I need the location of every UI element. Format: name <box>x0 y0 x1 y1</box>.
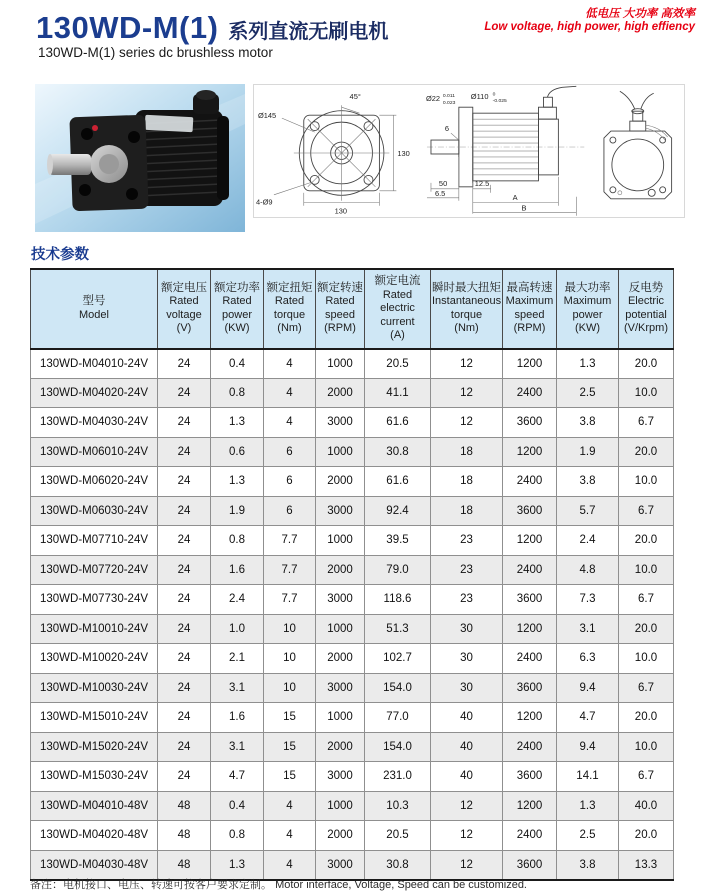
rear-view-drawing <box>590 85 684 217</box>
table-row <box>31 349 674 379</box>
value-cell: 24 <box>158 732 211 762</box>
value-cell: 20.5 <box>365 349 431 379</box>
value-cell: 1000 <box>316 791 365 821</box>
column-header: 额定电流 Rated electric current (A) <box>365 269 431 349</box>
value-cell: 15 <box>264 732 316 762</box>
value-cell: 5.7 <box>557 496 619 526</box>
column-header: 最大功率 Maximum power (KW) <box>557 269 619 349</box>
table-row <box>31 614 674 644</box>
tagline-zh: 低电压 大功率 高效率 <box>585 8 695 20</box>
dim-label-holes: 4-Ø9 <box>255 197 273 207</box>
value-cell: 3000 <box>316 408 365 438</box>
dim-length-b: B <box>521 203 527 213</box>
value-cell: 2.1 <box>211 644 264 674</box>
technical-drawings-panel <box>253 84 685 218</box>
value-cell: 1200 <box>503 614 557 644</box>
value-cell: 154.0 <box>365 732 431 762</box>
value-cell: 9.4 <box>557 673 619 703</box>
section-title-tech-specs: 技术参数 <box>31 247 89 263</box>
table-row <box>31 703 674 733</box>
value-cell: 30 <box>431 673 503 703</box>
value-cell: 24 <box>158 526 211 556</box>
model-cell: 130WD-M15020-24V <box>31 732 158 762</box>
value-cell: 15 <box>264 703 316 733</box>
value-cell: 1.9 <box>211 496 264 526</box>
value-cell: 3600 <box>503 673 557 703</box>
tagline <box>484 5 695 33</box>
value-cell: 2400 <box>503 732 557 762</box>
value-cell: 61.6 <box>365 467 431 497</box>
value-cell: 1000 <box>316 703 365 733</box>
value-cell: 13.3 <box>619 850 674 880</box>
spec-table <box>30 268 674 881</box>
column-header: 额定功率 Rated power (KW) <box>211 269 264 349</box>
value-cell: 3.1 <box>211 673 264 703</box>
value-cell: 1.3 <box>557 349 619 379</box>
value-cell: 24 <box>158 496 211 526</box>
value-cell: 3.8 <box>557 467 619 497</box>
value-cell: 0.4 <box>211 791 264 821</box>
value-cell: 3.8 <box>557 408 619 438</box>
model-cell: 130WD-M10020-24V <box>31 644 158 674</box>
value-cell: 18 <box>431 496 503 526</box>
value-cell: 2400 <box>503 378 557 408</box>
value-cell: 20.0 <box>619 526 674 556</box>
model-cell: 130WD-M04030-48V <box>31 850 158 880</box>
value-cell: 1200 <box>503 703 557 733</box>
value-cell: 23 <box>431 555 503 585</box>
value-cell: 2.4 <box>211 585 264 615</box>
value-cell: 4 <box>264 821 316 851</box>
column-header: 型号 Model <box>31 269 158 349</box>
value-cell: 24 <box>158 703 211 733</box>
table-row <box>31 496 674 526</box>
value-cell: 18 <box>431 437 503 467</box>
value-cell: 24 <box>158 467 211 497</box>
value-cell: 2400 <box>503 555 557 585</box>
dim-shaft-length: 50 <box>439 178 448 188</box>
model-cell: 130WD-M04020-24V <box>31 378 158 408</box>
dim-label-diameter: Ø145 <box>257 111 277 121</box>
dim-shaft-tol-lower: 0.023 <box>443 101 456 107</box>
value-cell: 6 <box>264 496 316 526</box>
dim-length-a: A <box>512 192 518 202</box>
value-cell: 23 <box>431 526 503 556</box>
model-cell: 130WD-M10010-24V <box>31 614 158 644</box>
value-cell: 39.5 <box>365 526 431 556</box>
value-cell: 24 <box>158 378 211 408</box>
value-cell: 7.7 <box>264 555 316 585</box>
value-cell: 0.6 <box>211 437 264 467</box>
table-row <box>31 644 674 674</box>
spec-table-container <box>30 268 673 881</box>
value-cell: 2000 <box>316 732 365 762</box>
value-cell: 1.0 <box>211 614 264 644</box>
tagline-en: Low voltage, high power, high effiency <box>484 21 695 33</box>
value-cell: 7.3 <box>557 585 619 615</box>
value-cell: 4.7 <box>557 703 619 733</box>
value-cell: 3.1 <box>211 732 264 762</box>
series-code: 130WD-M(1) <box>36 10 219 45</box>
value-cell: 12 <box>431 791 503 821</box>
table-row <box>31 791 674 821</box>
table-row <box>31 762 674 792</box>
value-cell: 10 <box>264 644 316 674</box>
value-cell: 1200 <box>503 437 557 467</box>
table-row <box>31 732 674 762</box>
table-row <box>31 526 674 556</box>
value-cell: 9.4 <box>557 732 619 762</box>
value-cell: 24 <box>158 408 211 438</box>
table-row <box>31 555 674 585</box>
value-cell: 1000 <box>316 526 365 556</box>
table-row <box>31 437 674 467</box>
column-header: 额定扭矩 Rated torque (Nm) <box>264 269 316 349</box>
value-cell: 7.7 <box>264 585 316 615</box>
page-title <box>36 10 388 46</box>
value-cell: 92.4 <box>365 496 431 526</box>
value-cell: 30 <box>431 644 503 674</box>
value-cell: 6.7 <box>619 408 674 438</box>
value-cell: 6.7 <box>619 496 674 526</box>
value-cell: 10.0 <box>619 732 674 762</box>
model-cell: 130WD-M15030-24V <box>31 762 158 792</box>
value-cell: 30 <box>431 614 503 644</box>
model-cell: 130WD-M07730-24V <box>31 585 158 615</box>
value-cell: 4.8 <box>557 555 619 585</box>
value-cell: 1200 <box>503 791 557 821</box>
dim-shaft-diameter: Ø22 <box>426 94 441 104</box>
value-cell: 2000 <box>316 821 365 851</box>
value-cell: 4 <box>264 349 316 379</box>
value-cell: 51.3 <box>365 614 431 644</box>
value-cell: 77.0 <box>365 703 431 733</box>
value-cell: 7.7 <box>264 526 316 556</box>
column-header: 额定转速 Rated speed (RPM) <box>316 269 365 349</box>
value-cell: 0.8 <box>211 378 264 408</box>
value-cell: 6 <box>264 467 316 497</box>
dim-pilot-tol-upper: 0 <box>492 92 496 98</box>
value-cell: 1200 <box>503 349 557 379</box>
value-cell: 3600 <box>503 585 557 615</box>
value-cell: 4 <box>264 850 316 880</box>
table-row <box>31 585 674 615</box>
value-cell: 48 <box>158 850 211 880</box>
motor-photo-illustration <box>35 84 245 232</box>
value-cell: 4 <box>264 791 316 821</box>
value-cell: 2400 <box>503 821 557 851</box>
value-cell: 1.6 <box>211 703 264 733</box>
value-cell: 1.9 <box>557 437 619 467</box>
value-cell: 1.3 <box>557 791 619 821</box>
value-cell: 0.4 <box>211 349 264 379</box>
value-cell: 2000 <box>316 467 365 497</box>
value-cell: 12 <box>431 850 503 880</box>
value-cell: 2.5 <box>557 378 619 408</box>
value-cell: 10.3 <box>365 791 431 821</box>
dim-label-height: 130 <box>397 148 410 158</box>
table-row <box>31 673 674 703</box>
side-view-drawing <box>425 85 590 217</box>
value-cell: 12 <box>431 349 503 379</box>
footnote <box>30 876 527 892</box>
value-cell: 15 <box>264 762 316 792</box>
value-cell: 6.7 <box>619 585 674 615</box>
value-cell: 2.4 <box>557 526 619 556</box>
value-cell: 61.6 <box>365 408 431 438</box>
value-cell: 20.0 <box>619 703 674 733</box>
table-row <box>31 467 674 497</box>
value-cell: 10 <box>264 673 316 703</box>
value-cell: 40 <box>431 732 503 762</box>
value-cell: 3000 <box>316 673 365 703</box>
value-cell: 20.0 <box>619 614 674 644</box>
value-cell: 0.8 <box>211 821 264 851</box>
value-cell: 10.0 <box>619 555 674 585</box>
series-title-zh: 系列直流无刷电机 <box>228 21 389 43</box>
value-cell: 24 <box>158 673 211 703</box>
value-cell: 48 <box>158 791 211 821</box>
value-cell: 10.0 <box>619 378 674 408</box>
model-cell: 130WD-M04030-24V <box>31 408 158 438</box>
value-cell: 3.1 <box>557 614 619 644</box>
value-cell: 6.3 <box>557 644 619 674</box>
model-cell: 130WD-M15010-24V <box>31 703 158 733</box>
value-cell: 12 <box>431 408 503 438</box>
svg-text:Ø22 0.011 0.02 <box>426 90 457 106</box>
column-header: 最高转速 Maximum speed (RPM) <box>503 269 557 349</box>
value-cell: 154.0 <box>365 673 431 703</box>
value-cell: 79.0 <box>365 555 431 585</box>
value-cell: 40 <box>431 703 503 733</box>
value-cell: 3600 <box>503 850 557 880</box>
value-cell: 20.0 <box>619 821 674 851</box>
value-cell: 12 <box>431 821 503 851</box>
value-cell: 4 <box>264 378 316 408</box>
value-cell: 1000 <box>316 437 365 467</box>
dim-front-length: 12.5 <box>474 178 490 188</box>
footnote-en: Motor interface, Voltage, Speed can be customized. <box>275 879 527 891</box>
value-cell: 4 <box>264 408 316 438</box>
value-cell: 20.0 <box>619 349 674 379</box>
value-cell: 24 <box>158 349 211 379</box>
value-cell: 3.8 <box>557 850 619 880</box>
value-cell: 20.0 <box>619 437 674 467</box>
value-cell: 30.8 <box>365 437 431 467</box>
value-cell: 10.0 <box>619 644 674 674</box>
value-cell: 3000 <box>316 850 365 880</box>
model-cell: 130WD-M06030-24V <box>31 496 158 526</box>
value-cell: 6.7 <box>619 673 674 703</box>
model-cell: 130WD-M06020-24V <box>31 467 158 497</box>
value-cell: 24 <box>158 614 211 644</box>
value-cell: 3000 <box>316 762 365 792</box>
table-header-row <box>31 269 674 349</box>
value-cell: 231.0 <box>365 762 431 792</box>
value-cell: 3000 <box>316 496 365 526</box>
value-cell: 3600 <box>503 496 557 526</box>
series-subtitle-en: 130WD-M(1) series dc brushless motor <box>38 45 273 60</box>
column-header: 反电势 Electric potential (V/Krpm) <box>619 269 674 349</box>
model-cell: 130WD-M10030-24V <box>31 673 158 703</box>
value-cell: 41.1 <box>365 378 431 408</box>
table-body <box>31 349 674 880</box>
value-cell: 1000 <box>316 349 365 379</box>
dim-key-width: 6 <box>445 124 450 134</box>
dim-shaft-tol-upper: 0.011 <box>443 94 456 100</box>
front-view-drawing <box>254 85 425 217</box>
dim-label-angle: 45° <box>349 92 361 102</box>
model-cell: 130WD-M04010-24V <box>31 349 158 379</box>
value-cell: 1.3 <box>211 467 264 497</box>
dim-step-length: 6.5 <box>435 188 446 198</box>
value-cell: 102.7 <box>365 644 431 674</box>
model-cell: 130WD-M07720-24V <box>31 555 158 585</box>
value-cell: 2000 <box>316 555 365 585</box>
value-cell: 30.8 <box>365 850 431 880</box>
value-cell: 40 <box>431 762 503 792</box>
value-cell: 40.0 <box>619 791 674 821</box>
value-cell: 10 <box>264 614 316 644</box>
value-cell: 6 <box>264 437 316 467</box>
value-cell: 1.3 <box>211 850 264 880</box>
table-row <box>31 378 674 408</box>
value-cell: 1200 <box>503 526 557 556</box>
value-cell: 4.7 <box>211 762 264 792</box>
model-cell: 130WD-M04020-48V <box>31 821 158 851</box>
value-cell: 10.0 <box>619 467 674 497</box>
svg-text:Ø110 0 -0.025 <box>471 88 507 104</box>
value-cell: 23 <box>431 585 503 615</box>
value-cell: 0.8 <box>211 526 264 556</box>
value-cell: 24 <box>158 555 211 585</box>
table-row <box>31 408 674 438</box>
value-cell: 24 <box>158 762 211 792</box>
dim-label-width: 130 <box>334 206 348 216</box>
value-cell: 24 <box>158 437 211 467</box>
product-photo <box>35 84 245 232</box>
model-cell: 130WD-M04010-48V <box>31 791 158 821</box>
column-header: 额定电压 Rated voltage (V) <box>158 269 211 349</box>
value-cell: 2000 <box>316 644 365 674</box>
value-cell: 12 <box>431 378 503 408</box>
value-cell: 24 <box>158 644 211 674</box>
dim-pilot-diameter: Ø110 <box>470 92 489 102</box>
value-cell: 14.1 <box>557 762 619 792</box>
footnote-zh: 备注：电机接口、电压、转速可按客户要求定制。 <box>30 879 272 891</box>
value-cell: 6.7 <box>619 762 674 792</box>
value-cell: 48 <box>158 821 211 851</box>
value-cell: 3600 <box>503 762 557 792</box>
value-cell: 18 <box>431 467 503 497</box>
dim-pilot-tol-lower: -0.025 <box>492 99 507 105</box>
value-cell: 2000 <box>316 378 365 408</box>
value-cell: 3600 <box>503 408 557 438</box>
value-cell: 1.6 <box>211 555 264 585</box>
model-cell: 130WD-M06010-24V <box>31 437 158 467</box>
value-cell: 2400 <box>503 467 557 497</box>
model-cell: 130WD-M07710-24V <box>31 526 158 556</box>
value-cell: 2400 <box>503 644 557 674</box>
table-row <box>31 821 674 851</box>
value-cell: 1000 <box>316 614 365 644</box>
value-cell: 24 <box>158 585 211 615</box>
value-cell: 20.5 <box>365 821 431 851</box>
column-header: 瞬时最大扭矩 Instantaneous torque (Nm) <box>431 269 503 349</box>
value-cell: 3000 <box>316 585 365 615</box>
value-cell: 118.6 <box>365 585 431 615</box>
value-cell: 1.3 <box>211 408 264 438</box>
value-cell: 2.5 <box>557 821 619 851</box>
